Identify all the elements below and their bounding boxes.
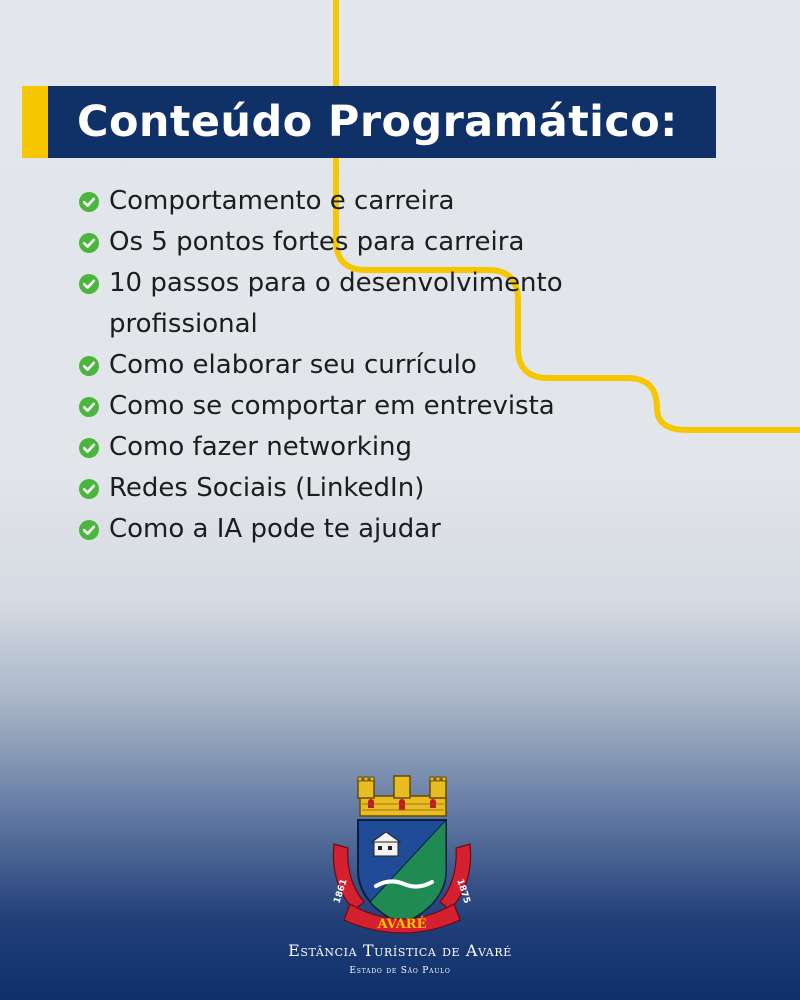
emblem-left-year: 1861 <box>332 877 350 905</box>
footer-subtitle: Estado de São Paulo <box>349 966 451 976</box>
check-circle-icon <box>78 396 100 418</box>
list-item <box>78 468 678 509</box>
topic-label: Como elaborar seu currículo <box>109 350 477 380</box>
list-item <box>78 263 678 345</box>
emblem-right-year: 1875 <box>454 877 472 905</box>
footer-title: Estância Turística de Avaré <box>288 941 512 960</box>
topic-label: Como se comportar em entrevista <box>109 391 555 421</box>
check-circle-icon <box>78 355 100 377</box>
topic-label: Comportamento e carreira <box>109 186 455 216</box>
mural-crown <box>358 776 446 816</box>
check-circle-icon <box>78 519 100 541</box>
topic-label: 10 passos para o desenvolvimento profissional <box>109 268 563 339</box>
topic-list <box>78 181 678 550</box>
title-bar <box>48 86 716 158</box>
title-accent-bar <box>22 86 48 158</box>
topic-label: Como a IA pode te ajudar <box>109 514 441 544</box>
topic-label: Redes Sociais (LinkedIn) <box>109 473 425 503</box>
list-item <box>78 386 678 427</box>
check-circle-icon <box>78 273 100 295</box>
page-title: Conteúdo Programático: <box>77 97 678 147</box>
list-item <box>78 427 678 468</box>
list-item <box>78 345 678 386</box>
check-circle-icon <box>78 232 100 254</box>
check-circle-icon <box>78 478 100 500</box>
emblem-ribbon-text: AVARÉ <box>377 917 427 932</box>
city-coat-of-arms-icon <box>328 774 476 934</box>
check-circle-icon <box>78 191 100 213</box>
list-item <box>78 181 678 222</box>
list-item <box>78 509 678 550</box>
topic-label: Como fazer networking <box>109 432 413 462</box>
topic-label: Os 5 pontos fortes para carreira <box>109 227 525 257</box>
list-item <box>78 222 678 263</box>
check-circle-icon <box>78 437 100 459</box>
